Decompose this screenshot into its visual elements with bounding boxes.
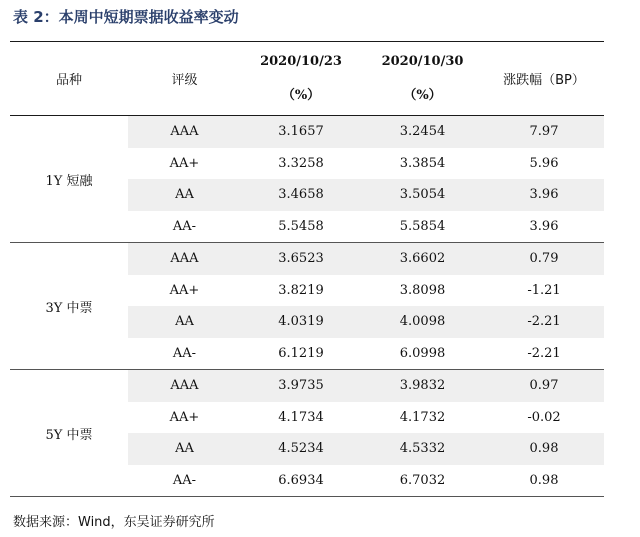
change-bp-cell: 7.97 — [484, 116, 604, 148]
rating-cell: AA+ — [169, 409, 200, 425]
yield-1023-cell: 3.6523 — [241, 243, 361, 275]
change-bp-cell: 0.98 — [484, 433, 604, 465]
rating-cell: AA — [128, 306, 241, 338]
change-bp-cell: 0.98 — [484, 465, 604, 497]
yield-change-table — [10, 41, 604, 497]
table-row — [10, 370, 604, 402]
rating-cell: AA+ — [169, 282, 200, 298]
yield-1023-cell: 3.8219 — [278, 282, 324, 298]
table-row — [10, 243, 604, 275]
change-bp-cell: 0.79 — [484, 243, 604, 275]
table-row — [10, 116, 604, 148]
header-date-1 — [241, 42, 361, 116]
yield-1030-cell: 5.5854 — [361, 211, 484, 243]
rating-cell: AA+ — [169, 155, 200, 171]
yield-1023-cell: 4.5234 — [241, 433, 361, 465]
change-bp-cell: 3.96 — [484, 179, 604, 211]
yield-1023-cell: 4.1734 — [278, 409, 324, 425]
change-bp-cell: 3.96 — [484, 211, 604, 243]
yield-1030-cell: 3.8098 — [399, 282, 446, 298]
yield-1030-cell: 4.1732 — [399, 409, 446, 425]
header-date-2-label: 2020/10/30 — [381, 53, 464, 69]
yield-1030-cell: 3.5054 — [361, 179, 484, 211]
yield-1023-cell: 6.1219 — [241, 338, 361, 370]
rating-cell: AA- — [128, 211, 241, 243]
header-date-1-label: 2020/10/23 — [260, 53, 342, 69]
change-bp-cell: -2.21 — [484, 338, 604, 370]
header-date-2 — [361, 42, 484, 116]
yield-1030-cell: 4.5332 — [361, 433, 484, 465]
yield-1023-cell: 4.0319 — [241, 306, 361, 338]
yield-1030-cell: 3.2454 — [361, 116, 484, 148]
yield-1030-cell: 3.3854 — [399, 155, 446, 171]
header-variety: 品种 — [10, 42, 128, 116]
yield-1030-cell: 4.0098 — [361, 306, 484, 338]
change-bp-cell: 0.97 — [484, 370, 604, 402]
yield-1023-cell: 3.3258 — [278, 155, 324, 171]
change-bp-cell: -0.02 — [527, 409, 561, 425]
table-title: 表 2：本周中短期票据收益率变动 — [13, 8, 239, 26]
variety-cell: 5Y 中票 — [10, 370, 128, 497]
change-bp-cell: -1.21 — [527, 282, 561, 298]
yield-1023-cell: 3.1657 — [241, 116, 361, 148]
yield-1023-cell: 3.9735 — [241, 370, 361, 402]
yield-1030-cell: 3.9832 — [361, 370, 484, 402]
rating-cell: AAA — [128, 243, 241, 275]
header-change-bp: 涨跌幅（BP） — [484, 42, 604, 116]
yield-1023-cell: 5.5458 — [241, 211, 361, 243]
change-bp-cell: -2.21 — [484, 306, 604, 338]
rating-cell: AA- — [128, 465, 241, 497]
rating-cell: AA — [128, 179, 241, 211]
variety-cell: 1Y 短融 — [10, 116, 128, 243]
rating-cell: AA — [128, 433, 241, 465]
yield-1023-cell: 6.6934 — [241, 465, 361, 497]
rating-cell: AA- — [128, 338, 241, 370]
yield-1023-cell: 3.4658 — [241, 179, 361, 211]
rating-cell: AAA — [128, 370, 241, 402]
header-date-1-unit: （%） — [281, 87, 321, 103]
variety-cell: 3Y 中票 — [10, 243, 128, 370]
yield-1030-cell: 3.6602 — [361, 243, 484, 275]
change-bp-cell: 5.96 — [529, 155, 559, 171]
header-date-2-unit: （%） — [403, 87, 442, 103]
table-body — [10, 116, 604, 497]
yield-1030-cell: 6.0998 — [361, 338, 484, 370]
data-source-note: 数据来源：Wind，东吴证券研究所 — [13, 515, 215, 530]
rating-cell: AAA — [128, 116, 241, 148]
header-rating: 评级 — [128, 42, 241, 116]
yield-1030-cell: 6.7032 — [361, 465, 484, 497]
header-row — [10, 42, 604, 116]
